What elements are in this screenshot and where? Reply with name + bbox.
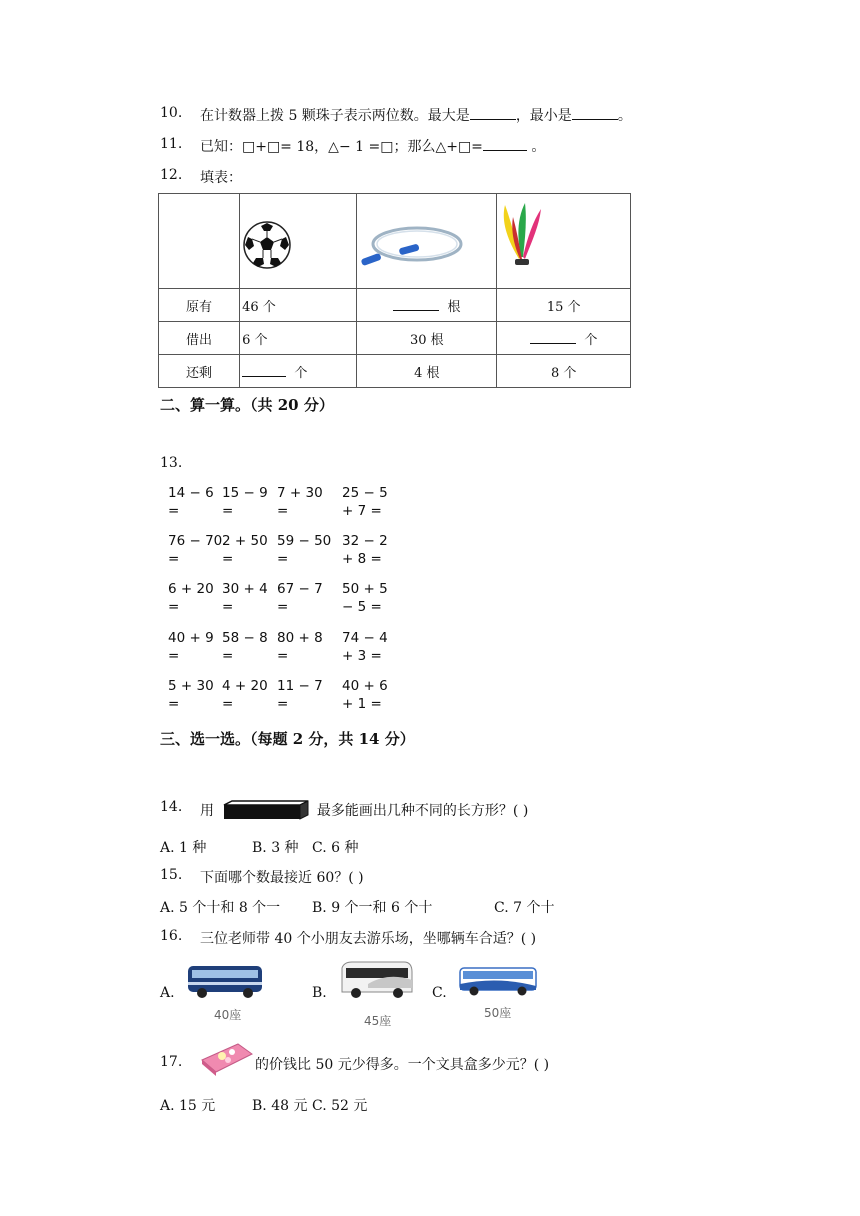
calc-equals: = (277, 648, 289, 664)
calc-expression: 74 − 4 (342, 630, 388, 646)
calc-expression: 6 + 20 (168, 581, 214, 597)
calc-item (277, 532, 331, 568)
calc-expression: 50 + 5 (342, 581, 388, 597)
calc-equals: = (222, 696, 234, 712)
bus-icon (338, 958, 414, 1002)
row-label-original: 原有 (159, 289, 240, 322)
cell-shuttle-original: 15 个 (497, 289, 631, 322)
calc-item (222, 484, 268, 520)
q15-option-a[interactable]: A. 5 个十和 8 个一 (160, 900, 281, 916)
answer-blank[interactable] (483, 138, 527, 151)
calc-item (342, 532, 388, 568)
calc-expression: 40 + 9 (168, 630, 214, 646)
calc-item (222, 629, 268, 665)
question-11-part-b: 。 (526, 139, 546, 155)
calc-equals: + 3 = (342, 648, 382, 664)
pencil-case-icon (198, 1040, 254, 1078)
bus-b-caption: 45座 (364, 1014, 392, 1028)
calc-equals: + 1 = (342, 696, 382, 712)
calc-expression: 58 − 8 (222, 630, 268, 646)
question-11-part-a: 已知：□+□= 18，△− 1 =□；那么△+□= (200, 139, 483, 155)
question-10-text (200, 105, 632, 125)
calc-equals: = (168, 599, 180, 615)
question-13-number: 13. (160, 455, 183, 471)
calc-expression: 40 + 6 (342, 678, 388, 694)
shuttlecock-icon (499, 199, 545, 269)
calc-item (222, 677, 268, 713)
answer-blank[interactable] (393, 298, 439, 311)
row-label-remaining: 还剩 (159, 355, 240, 388)
question-17-text: 的价钱比 50 元少得多。一个文具盒多少元？( ) (255, 1057, 550, 1073)
question-10-number: 10. (160, 105, 183, 121)
cell-shuttle-lent (497, 322, 631, 355)
table-corner-cell (159, 194, 240, 289)
calc-equals: = (277, 503, 289, 519)
q17-option-c[interactable]: C. 52 元 (312, 1098, 368, 1114)
calc-equals: = (222, 503, 234, 519)
calc-equals: + 7 = (342, 503, 382, 519)
calc-equals: = (277, 551, 289, 567)
answer-blank[interactable] (470, 107, 516, 120)
cell-rope-remaining: 4 根 (357, 355, 497, 388)
q15-option-b[interactable]: B. 9 个一和 6 个十 (312, 900, 433, 916)
calc-expression: 59 − 50 (277, 533, 332, 549)
q17-option-a[interactable]: A. 15 元 (160, 1098, 216, 1114)
cell-rope-original (357, 289, 497, 322)
q14-option-c[interactable]: C. 6 种 (312, 840, 359, 856)
calc-item (277, 629, 323, 665)
calc-item (277, 484, 323, 520)
question-14-pre: 用 (200, 803, 214, 819)
cell-shuttle-lent-unit: 个 (584, 332, 598, 348)
question-14-text (200, 799, 528, 821)
cell-rope-lent: 30 根 (357, 322, 497, 355)
calc-expression: 5 + 30 (168, 678, 214, 694)
calc-expression: 30 + 4 (222, 581, 268, 597)
section-2-title: 二、算一算。（共 20 分） (160, 396, 334, 414)
cell-ball-original: 46 个 (240, 289, 357, 322)
question-12-text: 填表： (200, 170, 242, 186)
calc-expression: 2 + 50 (222, 533, 268, 549)
calc-item (168, 484, 214, 520)
cell-ball-remaining (240, 355, 357, 388)
calc-equals: = (277, 599, 289, 615)
jump-rope-icon (357, 216, 467, 276)
calc-equals: = (222, 599, 234, 615)
calc-item (342, 580, 388, 616)
calc-item (168, 580, 214, 616)
calc-equals: = (168, 696, 180, 712)
answer-blank[interactable] (572, 107, 618, 120)
question-16-number: 16. (160, 928, 183, 944)
question-10-part-b: ，最小是 (515, 108, 572, 124)
q16-option-a[interactable]: A. (160, 985, 175, 1001)
calc-item (168, 532, 222, 568)
calc-expression: 32 − 2 (342, 533, 388, 549)
table-header-shuttlecock (497, 194, 631, 289)
table-header-ball (240, 194, 357, 289)
row-label-lent: 借出 (159, 322, 240, 355)
fill-table (158, 193, 631, 388)
q15-option-c[interactable]: C. 7 个十 (494, 900, 555, 916)
cell-ball-remaining-unit: 个 (294, 365, 308, 381)
calc-expression: 80 + 8 (277, 630, 323, 646)
answer-blank[interactable] (530, 331, 576, 344)
question-12-number: 12. (160, 167, 183, 183)
calc-expression: 11 − 7 (277, 678, 323, 694)
calc-item (277, 677, 323, 713)
calc-expression: 4 + 20 (222, 678, 268, 694)
soccer-ball-icon (242, 220, 292, 270)
calc-expression: 67 − 7 (277, 581, 323, 597)
question-14-number: 14. (160, 799, 183, 815)
cell-shuttle-remaining: 8 个 (497, 355, 631, 388)
q16-option-c[interactable]: C. (432, 985, 447, 1001)
answer-blank[interactable] (242, 364, 286, 377)
calc-item (168, 677, 214, 713)
bus-icon (458, 964, 538, 998)
calc-item (342, 677, 388, 713)
calc-expression: 76 − 70 (168, 533, 223, 549)
calc-equals: = (168, 551, 180, 567)
table-header-rope (357, 194, 497, 289)
bus-a-caption: 40座 (214, 1008, 242, 1022)
calc-equals: + 8 = (342, 551, 382, 567)
calc-item (277, 580, 323, 616)
question-15-text: 下面哪个数最接近 60？( ) (200, 870, 364, 886)
calc-equals: = (222, 551, 234, 567)
calc-expression: 7 + 30 (277, 485, 323, 501)
section-3-title: 三、选一选。（每题 2 分，共 14 分） (160, 730, 415, 748)
question-10-part-c: 。 (617, 108, 632, 124)
question-10-part-a: 在计数器上拨 5 颗珠子表示两位数。最大是 (200, 108, 470, 124)
calc-equals: = (168, 648, 180, 664)
q14-option-a[interactable]: A. 1 种 (160, 840, 207, 856)
calc-item (222, 580, 268, 616)
calc-item (168, 629, 214, 665)
calc-equals: − 5 = (342, 599, 382, 615)
bus-icon (186, 962, 264, 1000)
question-17-number: 17. (160, 1054, 183, 1070)
question-11-number: 11. (160, 136, 183, 152)
calc-equals: = (222, 648, 234, 664)
question-16-text: 三位老师带 40 个小朋友去游乐场，坐哪辆车合适？( ) (200, 931, 537, 947)
calc-expression: 14 − 6 (168, 485, 214, 501)
q16-option-b[interactable]: B. (312, 985, 327, 1001)
bus-c-caption: 50座 (484, 1006, 512, 1020)
cell-ball-lent: 6 个 (240, 322, 357, 355)
calc-equals: = (277, 696, 289, 712)
question-11-text (200, 136, 545, 156)
cell-rope-original-unit: 根 (447, 299, 461, 315)
q14-option-b[interactable]: B. 3 种 (252, 840, 299, 856)
calc-expression: 25 − 5 (342, 485, 388, 501)
q17-option-b[interactable]: B. 48 元 (252, 1098, 308, 1114)
calc-expression: 15 − 9 (222, 485, 268, 501)
calc-equals: = (168, 503, 180, 519)
calc-item (222, 532, 268, 568)
question-14-post: 最多能画出几种不同的长方形？( ) (316, 803, 529, 819)
question-15-number: 15. (160, 867, 183, 883)
calc-item (342, 484, 388, 520)
eraser-icon (220, 799, 310, 821)
calc-item (342, 629, 388, 665)
